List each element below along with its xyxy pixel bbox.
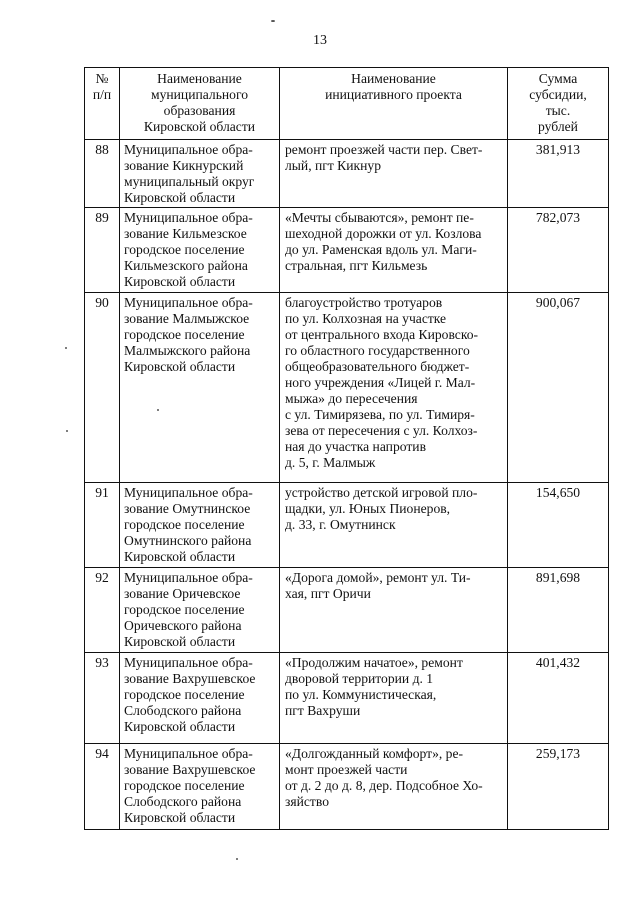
row-municipality: Муниципальное обра- зование Вахрушевское городское поселение Слободского района Кировской области xyxy=(120,653,280,744)
row-number: 94 xyxy=(85,744,120,830)
scan-speck xyxy=(65,347,67,349)
row-municipality: Муниципальное обра- зование Омутнинское городское поселение Омутнинского района Кировской области xyxy=(120,483,280,568)
row-sum: 891,698 xyxy=(508,568,609,653)
row-municipality: Муниципальное обра- зование Оричевское городское поселение Оричевского района Кировской области xyxy=(120,568,280,653)
row-sum: 381,913 xyxy=(508,140,609,208)
subsidy-table xyxy=(84,67,609,830)
row-sum: 259,173 xyxy=(508,744,609,830)
row-number: 89 xyxy=(85,208,120,293)
row-number: 93 xyxy=(85,653,120,744)
row-project: «Дорога домой», ремонт ул. Ти- хая, пгт Оричи xyxy=(280,568,508,653)
table-row xyxy=(85,568,609,653)
scan-speck xyxy=(271,20,275,22)
row-sum: 401,432 xyxy=(508,653,609,744)
row-municipality: Муниципальное обра- зование Вахрушевское городское поселение Слободского района Кировской области xyxy=(120,744,280,830)
row-number: 91 xyxy=(85,483,120,568)
row-municipality: Муниципальное обра- зование Кильмезское городское поселение Кильмезского района Кировской области xyxy=(120,208,280,293)
row-project: устройство детской игровой пло- щадки, ул. Юных Пионеров, д. 33, г. Омутнинск xyxy=(280,483,508,568)
table-row xyxy=(85,744,609,830)
page-number: 13 xyxy=(313,33,327,48)
table-row xyxy=(85,140,609,208)
header-municipality: Наименование муниципального образования Кировской области xyxy=(120,68,280,140)
header-project: Наименование инициативного проекта xyxy=(280,68,508,140)
row-project: «Мечты сбываются», ремонт пе- шеходной дорожки от ул. Козлова до ул. Раменская вдоль ул. Маги- стральная, пгт Кильмезь xyxy=(280,208,508,293)
scan-speck xyxy=(66,430,68,432)
row-sum: 900,067 xyxy=(508,293,609,483)
row-project: «Продолжим начатое», ремонт дворовой территории д. 1 по ул. Коммунистическая, пгт Вахруши xyxy=(280,653,508,744)
row-number: 92 xyxy=(85,568,120,653)
row-project: «Долгожданный комфорт», ре- монт проезжей части от д. 2 до д. 8, дер. Подсобное Хо- зяйство xyxy=(280,744,508,830)
table-row xyxy=(85,208,609,293)
row-sum: 154,650 xyxy=(508,483,609,568)
table-row xyxy=(85,483,609,568)
row-municipality: Муниципальное обра- зование Кикнурский муниципальный округ Кировской области xyxy=(120,140,280,208)
scan-speck xyxy=(236,858,238,860)
row-project: благоустройство тротуаров по ул. Колхозная на участке от центрального входа Кировско- го областного государственного общеобразовательного бюджет- ного учреждения «Лицей г. Мал- мыжа» до пересечения с ул. Тимирязева, по ул. Тимиря- зева от пересечения с ул. Колхоз- ная до участка напротив д. 5, г. Малмыж xyxy=(280,293,508,483)
row-sum: 782,073 xyxy=(508,208,609,293)
table-row xyxy=(85,293,609,483)
row-project: ремонт проезжей части пер. Свет- лый, пгт Кикнур xyxy=(280,140,508,208)
row-municipality: Муниципальное обра- зование Малмыжское городское поселение Малмыжского района Кировской области xyxy=(120,293,280,483)
header-sum: Сумма субсидии, тыс. рублей xyxy=(508,68,609,140)
row-number: 90 xyxy=(85,293,120,483)
table-header-row xyxy=(85,68,609,140)
header-number: № п/п xyxy=(85,68,120,140)
table-row xyxy=(85,653,609,744)
row-number: 88 xyxy=(85,140,120,208)
